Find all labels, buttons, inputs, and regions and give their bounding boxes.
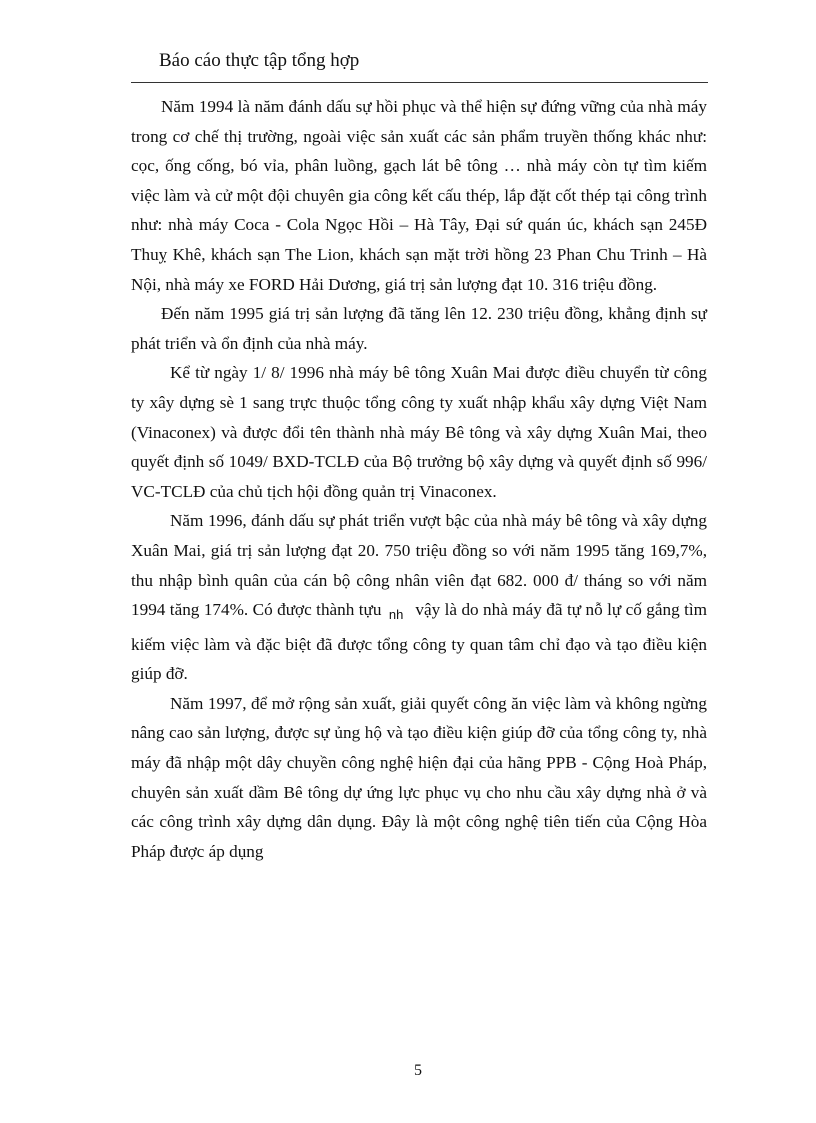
subscript-fragment: nh	[388, 607, 404, 623]
document-body	[131, 92, 707, 866]
paragraph-1997: Năm 1997, để mở rộng sản xuất, giải quyết công ăn việc làm và không ngừng nâng cao sản lượng, được sự ủng hộ và tạo điều kiện giúp đỡ của tổng công ty, nhà máy đã nhập một dây chuyền công nghệ hiện đại của hãng PPB - Cộng Hoà Pháp, chuyên sản xuất dầm Bê tông dự ứng lực phục vụ cho nhu cầu xây dựng nhà ở và các công trình xây dựng dân dụng. Đây là một công nghệ tiên tiến của Cộng Hòa Pháp được áp dụng	[131, 693, 707, 861]
paragraph-text-part: Năm 1996, đánh dấu sự phát triển vượt bậc của nhà máy bê tông và xây dựng Xuân Mai, giá trị sản lượng đạt 20. 750 triệu đồng so với năm 1995 tăng 169,7%, thu nhập bình quân của cán bộ công nhân viên đạt 682. 000 đ/ tháng so với năm 1994 tăng 174%. Có được thành tựu	[131, 511, 707, 620]
report-title: Báo cáo thực tập tổng hợp	[159, 50, 360, 71]
paragraph-1996-transfer: Kể từ ngày 1/ 8/ 1996 nhà máy bê tông Xuân Mai được điều chuyển từ công ty xây dựng sè 1 sang trực thuộc tổng công ty xuất nhập khẩu xây dựng Việt Nam (Vinaconex) và được đổi tên thành nhà máy Bê tông và xây dựng Xuân Mai, theo quyết định số 1049/ BXD-TCLĐ của Bộ trưởng bộ xây dựng và quyết định số 996/ VC-TCLĐ của chủ tịch hội đồng quản trị Vinaconex.	[131, 363, 707, 501]
paragraph-1995: Đến năm 1995 giá trị sản lượng đã tăng lên 12. 230 triệu đồng, khẳng định sự phát triển và ổn định của nhà máy.	[131, 304, 707, 353]
paragraph-text-part: vậy là do nhà máy đã tự nỗ lự cố gắng tìm kiếm việc làm và đặc biệt đã được tổng công ty quan tâm chỉ đạo và tạo điều kiện giúp đỡ.	[131, 600, 708, 684]
paragraph-1996-growth	[131, 506, 707, 689]
paragraph-1994: Năm 1994 là năm đánh dấu sự hồi phục và thể hiện sự đứng vững của nhà máy trong cơ chế thị trường, ngoài việc sản xuất các sản phẩm truyền thống khác như: cọc, ống cống, bó vỉa, phân luồng, gạch lát bê tông … nhà máy còn tự tìm kiếm việc làm và cử một đội chuyên gia công kết cấu thép, lắp đặt cốt thép tại công trình như: nhà máy Coca - Cola Ngọc Hồi – Hà Tây, Đại sứ quán úc, khách sạn 245Đ Thuỵ Khê, khách sạn The Lion, khách sạn mặt trời hồng 23 Phan Chu Trinh – Hà Nội, nhà máy xe FORD Hải Dương, giá trị sản lượng đạt 10. 316 triệu đồng.	[131, 97, 707, 294]
page-number: 5	[414, 1062, 422, 1079]
page-header	[131, 46, 708, 83]
